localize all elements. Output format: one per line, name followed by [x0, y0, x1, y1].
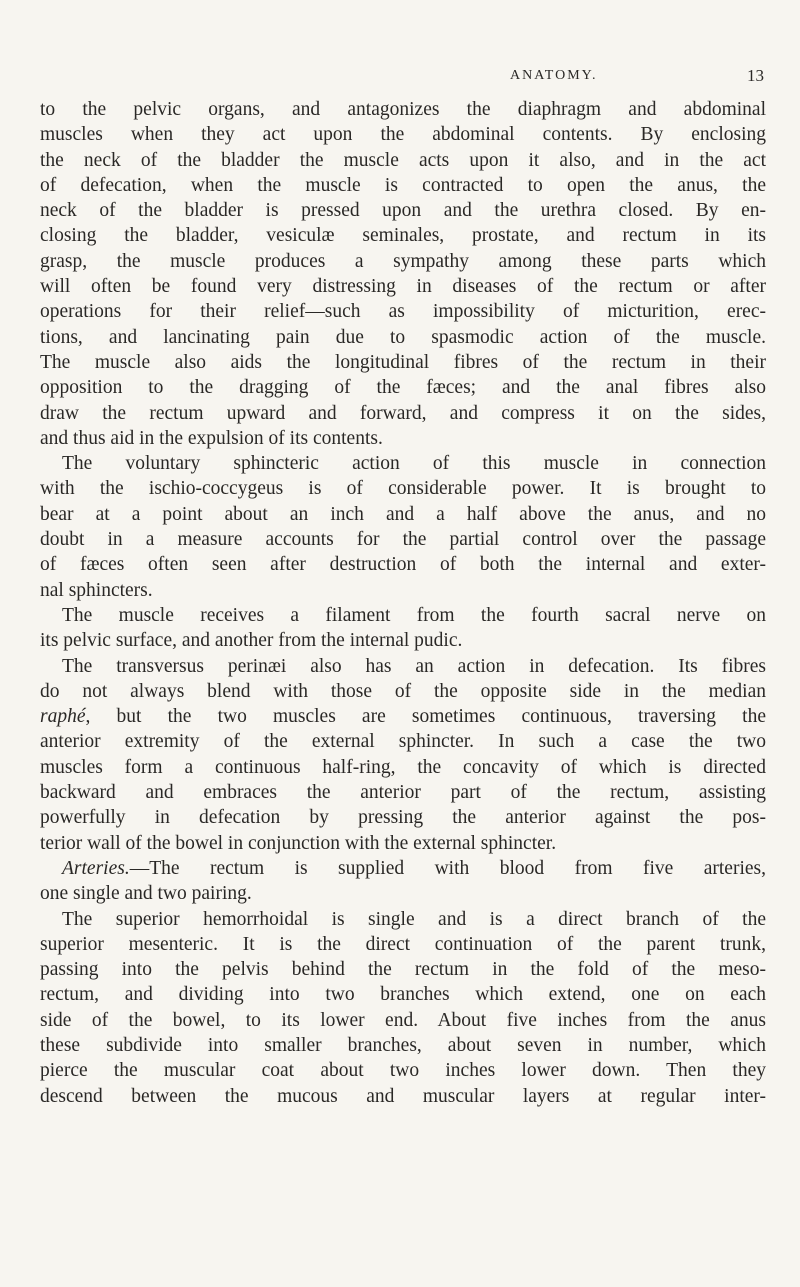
text-line: nal sphincters.	[40, 579, 153, 601]
text-line: its pelvic surface, and another from the internal pudic.	[40, 630, 463, 652]
text-line: The muscle also aids the longitudinal fibres of the rectum in their	[40, 351, 766, 373]
italic-term: raphé	[40, 706, 86, 728]
text-line: and thus aid in the expulsion of its contents.	[40, 427, 383, 449]
text-line: do not always blend with those of the opposite side in the median	[40, 680, 766, 702]
text-line: neck of the bladder is pressed upon and the urethra closed. By en-	[40, 200, 766, 222]
text-line: draw the rectum upward and forward, and compress it on the sides,	[40, 402, 766, 424]
text-line: opposition to the dragging of the fæces; and the anal fibres also	[40, 377, 766, 399]
text-line: superior mesenteric. It is the direct continuation of the parent trunk,	[40, 933, 766, 955]
text-line: pierce the muscular coat about two inches lower down. Then they	[40, 1060, 766, 1082]
running-head-title: ANATOMY.	[510, 68, 598, 83]
text-line: tions, and lancinating pain due to spasmodic action of the muscle.	[40, 326, 766, 348]
text-line: anterior extremity of the external sphincter. In such a case the two	[40, 731, 766, 753]
text-line: descend between the mucous and muscular layers at regular inter-	[40, 1085, 766, 1107]
text-line: muscles when they act upon the abdominal contents. By enclosing	[40, 124, 766, 146]
text-line: of fæces often seen after destruction of both the internal and exter-	[40, 554, 766, 576]
text-line: powerfully in defecation by pressing the anterior against the pos-	[40, 807, 766, 829]
text-line: the neck of the bladder the muscle acts upon it also, and in the act	[40, 149, 766, 171]
text-line: will often be found very distressing in diseases of the rectum or after	[40, 276, 766, 298]
text-line: The voluntary sphincteric action of this muscle in connection	[62, 453, 766, 475]
body-text	[40, 97, 766, 1109]
text-line: these subdivide into smaller branches, about seven in number, which	[40, 1034, 766, 1056]
running-head	[40, 66, 780, 86]
text-line: closing the bladder, vesiculæ seminales, prostate, and rectum in its	[40, 225, 766, 247]
text-line: backward and embraces the anterior part of the rectum, assisting	[40, 782, 766, 804]
text-line: raphé, but the two muscles are sometimes continuous, traversing the	[40, 706, 766, 728]
text-line: to the pelvic organs, and antagonizes the diaphragm and abdominal	[40, 99, 766, 120]
text-line: Arteries.—The rectum is supplied with blood from five arteries,	[62, 857, 766, 879]
text-line: bear at a point about an inch and a half above the anus, and no	[40, 503, 766, 525]
text-line: The superior hemorrhoidal is single and is a direct branch of the	[62, 908, 766, 930]
text-line: with the ischio-coccygeus is of considerable power. It is brought to	[40, 478, 766, 500]
page-number: 13	[747, 66, 764, 85]
text-line: operations for their relief—such as impossibility of micturition, erec-	[40, 301, 766, 323]
text-line: The muscle receives a filament from the fourth sacral nerve on	[62, 604, 766, 626]
text-line: grasp, the muscle produces a sympathy among these parts which	[40, 250, 766, 272]
text-line: muscles form a continuous half-ring, the concavity of which is directed	[40, 756, 766, 778]
subheading-arteries: Arteries.	[62, 857, 130, 879]
text-line: doubt in a measure accounts for the partial control over the passage	[40, 529, 766, 551]
text-line: passing into the pelvis behind the rectum in the fold of the meso-	[40, 959, 766, 981]
text-line: of defecation, when the muscle is contracted to open the anus, the	[40, 174, 766, 196]
text-line: one single and two pairing.	[40, 883, 252, 905]
text-line: terior wall of the bowel in conjunction with the external sphincter.	[40, 832, 557, 854]
text-line: rectum, and dividing into two branches which extend, one on each	[40, 984, 766, 1006]
text-line: The transversus perinæi also has an action in defecation. Its fibres	[62, 655, 766, 677]
text-line: side of the bowel, to its lower end. About five inches from the anus	[40, 1009, 766, 1031]
